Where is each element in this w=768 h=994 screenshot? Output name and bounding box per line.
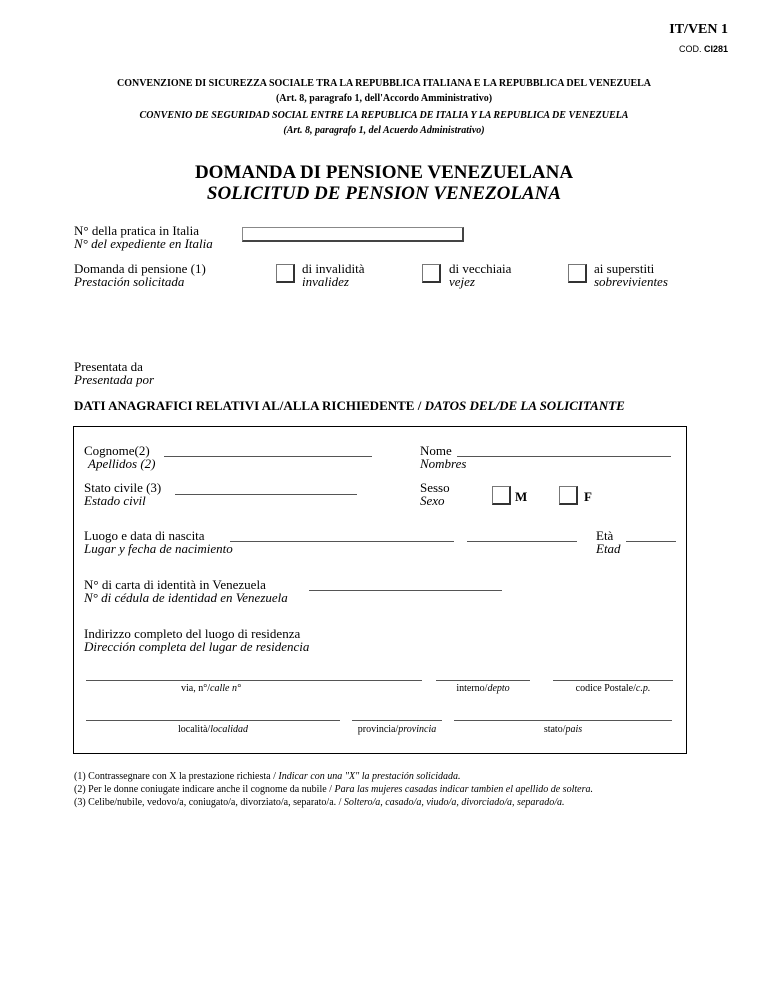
page-title: DOMANDA DI PENSIONE VENEZUELANA [194, 162, 574, 183]
domanda-label: Domanda di pensione (1) [74, 261, 206, 276]
localita-caption-es: localidad [210, 724, 248, 735]
interno-field[interactable] [436, 680, 530, 681]
pratica-label-es: N° del expediente en Italia [74, 236, 213, 251]
carta-identita-field[interactable] [309, 590, 502, 591]
carta-identita-label: N° di carta di identità in Venezuela [84, 577, 266, 592]
sex-m-label: M [515, 489, 528, 504]
cognome-field[interactable] [164, 456, 372, 457]
vecchiaia-checkbox[interactable] [422, 264, 441, 283]
sex-f-label: F [584, 489, 592, 504]
sesso-label: Sesso [420, 480, 450, 495]
footnote-3 [74, 797, 565, 809]
superstiti-label: ai superstiti [594, 261, 655, 276]
provincia-field[interactable] [352, 720, 442, 721]
stato-civile-label: Stato civile (3) [84, 480, 162, 495]
sex-m-checkbox[interactable] [492, 486, 511, 505]
footnote-1 [74, 771, 461, 783]
stato-field[interactable] [454, 720, 672, 721]
stato-caption [454, 724, 672, 736]
domanda-label-es: Prestación solicitada [74, 274, 185, 289]
stato-caption-es: pais [565, 724, 583, 735]
footnote-3-it: (3) Celibe/nubile, vedovo/a, coniugato/a, divorziato/a, separato/a. / [74, 797, 344, 808]
pratica-label: N° della pratica in Italia [74, 223, 200, 238]
page-subtitle: SOLICITUD DE PENSION VENEZOLANA [206, 183, 562, 204]
nome-label-es: Nombres [420, 456, 467, 471]
localita-caption-it: località/ [178, 724, 211, 735]
invalidita-checkbox[interactable] [276, 264, 295, 283]
convention-es-ref: (Art. 8, paragrafo 1, del Acuerdo Administrativo) [283, 125, 485, 136]
cap-caption-es: c.p. [635, 683, 651, 694]
nome-field[interactable] [457, 456, 671, 457]
sex-f-checkbox[interactable] [559, 486, 578, 505]
nome-label: Nome [420, 443, 452, 458]
cap-caption [553, 683, 673, 695]
presentata-label-es: Presentada por [74, 372, 155, 387]
interno-caption-it: interno/ [456, 683, 488, 694]
eta-field[interactable] [626, 541, 676, 542]
sesso-label-es: Sexo [420, 493, 445, 508]
presentata-label: Presentata da [74, 359, 143, 374]
form-code: IT/VEN 1 [669, 22, 728, 37]
footnote-2-es: Para las mujeres casadas indicar tambien el apellido de soltera. [334, 784, 593, 795]
provincia-caption-it: provincia/ [357, 724, 399, 735]
footnote-1-it: (1) Contrassegnare con X la prestazione richiesta / [74, 771, 279, 782]
section-heading-it: DATI ANAGRAFICI RELATIVI AL/ALLA RICHIEDENTE / [74, 398, 425, 413]
via-caption [86, 683, 336, 695]
section-heading [74, 398, 625, 414]
via-caption-it: via, n°/ [181, 683, 211, 694]
data-nascita-field[interactable] [467, 541, 577, 542]
stato-civile-field[interactable] [175, 494, 357, 495]
pratica-input[interactable] [242, 227, 464, 242]
footnote-1-es: Indicar con una "X" la prestación solicidada. [278, 771, 461, 782]
indirizzo-label: Indirizzo completo del luogo di residenza [84, 626, 301, 641]
cap-caption-it: codice Postale/ [575, 683, 636, 694]
invalidita-label-es: invalidez [302, 274, 349, 289]
interno-caption-es: depto [487, 683, 510, 694]
convention-it-ref: (Art. 8, paragrafo 1, dell'Accordo Amministrativo) [275, 93, 493, 104]
localita-field[interactable] [86, 720, 340, 721]
cod-value: CI281 [703, 44, 728, 54]
convention-es-title: CONVENIO DE SEGURIDAD SOCIAL ENTRE LA REPUBLICA DE ITALIA Y LA REPUBLICA DE VENEZUELA [139, 110, 629, 121]
cognome-label-es: Apellidos (2) [88, 456, 156, 471]
cognome-label: Cognome(2) [84, 443, 150, 458]
stato-civile-label-es: Estado civil [84, 493, 146, 508]
luogo-nascita-field[interactable] [230, 541, 454, 542]
invalidita-label: di invalidità [302, 261, 365, 276]
provincia-caption-es: provincia [398, 724, 437, 735]
via-field[interactable] [86, 680, 422, 681]
superstiti-checkbox[interactable] [568, 264, 587, 283]
vecchiaia-label: di vecchiaia [449, 261, 512, 276]
eta-label: Età [596, 528, 614, 543]
eta-label-es: Etad [596, 541, 621, 556]
footnote-2 [74, 784, 593, 796]
interno-caption [436, 683, 530, 695]
stato-caption-it: stato/ [543, 724, 566, 735]
via-caption-es: calle n° [210, 683, 241, 694]
luogo-nascita-label: Luogo e data di nascita [84, 528, 205, 543]
cod-line [679, 44, 728, 54]
luogo-nascita-label-es: Lugar y fecha de nacimiento [84, 541, 233, 556]
indirizzo-label-es: Dirección completa del lugar de residencia [84, 639, 310, 654]
carta-identita-label-es: N° di cédula de identidad en Venezuela [84, 590, 288, 605]
convention-it-title: CONVENZIONE DI SICUREZZA SOCIALE TRA LA REPUBBLICA ITALIANA E LA REPUBBLICA DEL VENEZUELA [116, 78, 652, 89]
footnote-2-it: (2) Per le donne coniugate indicare anche il cognome da nubile / [74, 784, 335, 795]
superstiti-label-es: sobrevivientes [594, 274, 668, 289]
localita-caption [86, 724, 340, 736]
cap-field[interactable] [553, 680, 673, 681]
footnote-3-es: Soltero/a, casado/a, viudo/a, divorciado/a, separado/a. [343, 797, 565, 808]
vecchiaia-label-es: vejez [449, 274, 475, 289]
cod-label: COD. [678, 44, 702, 54]
provincia-caption [346, 724, 448, 736]
section-heading-es: DATOS DEL/DE LA SOLICITANTE [424, 398, 625, 413]
